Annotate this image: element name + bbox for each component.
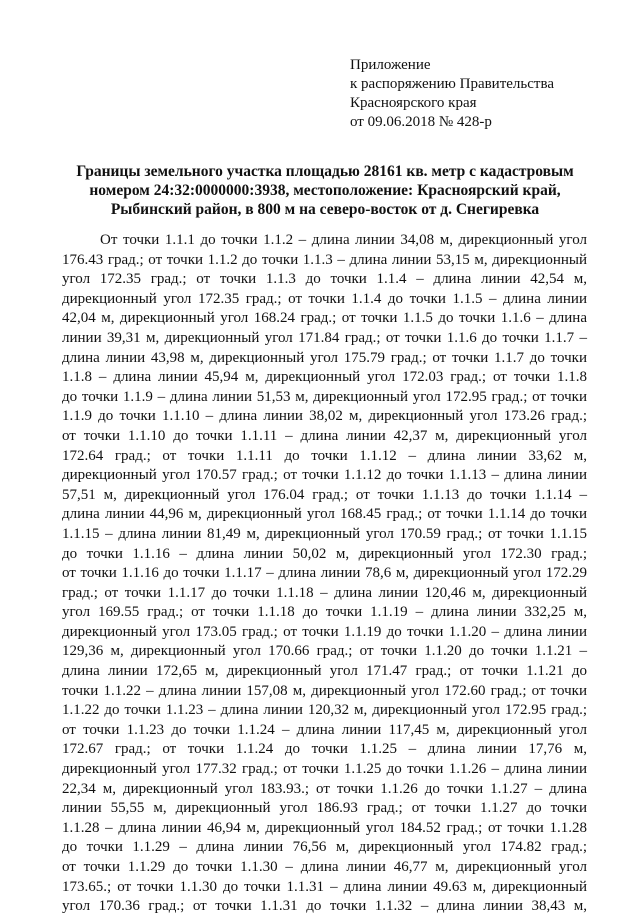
body-line: дирекционный угол 177.32 град.; от точки 1.1.25 до точки 1.1.26 – длина линии: [62, 761, 587, 778]
body-line: град.; от точки 1.1.17 до точки 1.1.18 – длина линии 120,46 м, дирекционный: [62, 584, 587, 601]
boundary-description: [62, 231, 587, 917]
body-line: 1.1.22 до точки 1.1.23 – длина линии 120,32 м, дирекционный угол 172.95 град.;: [62, 702, 587, 719]
body-line: 176.43 град.; от точки 1.1.2 до точки 1.1.3 – длина линии 53,15 м, дирекционный: [62, 251, 587, 268]
appendix-line: к распоряжению Правительства: [350, 76, 555, 92]
document-title: [50, 162, 600, 219]
body-line: до точки 1.1.16 – длина линии 50,02 м, дирекционный угол 172.30 град.;: [62, 545, 587, 562]
title-line: номером 24:32:0000000:3938, местоположение: Красноярский край,: [89, 182, 561, 199]
body-line: от точки 1.1.10 до точки 1.1.11 – длина линии 42,37 м, дирекционный угол: [62, 427, 587, 444]
body-line: 1.1.9 до точки 1.1.10 – длина линии 38,02 м, дирекционный угол 173.26 град.;: [62, 408, 587, 425]
body-line: 57,51 м, дирекционный угол 176.04 град.; от точки 1.1.13 до точки 1.1.14 –: [62, 486, 587, 503]
body-line: линии 55,55 м, дирекционный угол 186.93 град.; от точки 1.1.27 до точки: [62, 800, 587, 817]
body-line: дирекционный угол 172.35 град.; от точки 1.1.4 до точки 1.1.5 – длина линии: [62, 290, 587, 307]
body-line: от точки 1.1.23 до точки 1.1.24 – длина линии 117,45 м, дирекционный угол: [62, 721, 587, 738]
body-line: до точки 1.1.29 – длина линии 76,56 м, дирекционный угол 174.82 град.;: [62, 839, 587, 856]
body-line: 129,36 м, дирекционный угол 170.66 град.; от точки 1.1.20 до точки 1.1.21 –: [62, 643, 587, 660]
title-line: Рыбинский район, в 800 м на северо-восток от д. Снегиревка: [110, 201, 540, 218]
body-line: точки 1.1.22 – длина линии 157,08 м, дирекционный угол 172.60 град.; от точки: [62, 682, 587, 699]
body-line: дирекционный угол 170.57 град.; от точки 1.1.12 до точки 1.1.13 – длина линии: [62, 467, 587, 484]
body-line: длина линии 44,96 м, дирекционный угол 168.45 град.; от точки 1.1.14 до точки: [62, 506, 587, 523]
body-line: длина линии 43,98 м, дирекционный угол 175.79 град.; от точки 1.1.7 до точки: [62, 349, 587, 366]
appendix-line: Приложение: [350, 57, 431, 73]
appendix-line: от 09.06.2018 № 428-р: [350, 114, 492, 130]
appendix-header: [350, 56, 610, 132]
body-line: от точки 1.1.16 до точки 1.1.17 – длина линии 78,6 м, дирекционный угол 172.29: [62, 565, 587, 582]
body-line: дирекционный угол 173.05 град.; от точки 1.1.19 до точки 1.1.20 – длина линии: [62, 623, 587, 640]
body-line: 22,34 м, дирекционный угол 183.93.; от точки 1.1.26 до точки 1.1.27 – длина: [62, 780, 587, 797]
body-line: 172.64 град.; от точки 1.1.11 до точки 1.1.12 – длина линии 33,62 м,: [62, 447, 587, 464]
body-line: до точки 1.1.9 – длина линии 51,53 м, дирекционный угол 172.95 град.; от точки: [62, 388, 587, 405]
body-line: длина линии 172,65 м, дирекционный угол 171.47 град.; от точки 1.1.21 до: [62, 663, 587, 680]
body-line: угол 172.35 град.; от точки 1.1.3 до точки 1.1.4 – длина линии 42,54 м,: [62, 271, 587, 288]
body-line: линии 39,31 м, дирекционный угол 171.84 град.; от точки 1.1.6 до точки 1.1.7 –: [62, 329, 587, 346]
body-line: 42,04 м, дирекционный угол 168.24 град.; от точки 1.1.5 до точки 1.1.6 – длина: [62, 310, 587, 327]
body-line: 1.1.15 – длина линии 81,49 м, дирекционный угол 170.59 град.; от точки 1.1.15: [62, 525, 587, 542]
body-line: угол 169.55 град.; от точки 1.1.18 до точки 1.1.19 – длина линии 332,25 м,: [62, 604, 587, 621]
body-line: 173.65.; от точки 1.1.30 до точки 1.1.31 – длина линии 49.63 м, дирекционный: [62, 878, 587, 895]
title-line: Границы земельного участка площадью 28161 кв. метр с кадастровым: [76, 163, 574, 180]
body-line: От точки 1.1.1 до точки 1.1.2 – длина линии 34,08 м, дирекционный угол: [100, 232, 587, 248]
body-line: угол 170.36 град.; от точки 1.1.31 до точки 1.1.32 – длина линии 38,43 м,: [62, 898, 587, 915]
body-line: 172.67 град.; от точки 1.1.24 до точки 1.1.25 – длина линии 17,76 м,: [62, 741, 587, 758]
body-line: от точки 1.1.29 до точки 1.1.30 – длина линии 46,77 м, дирекционный угол: [62, 859, 587, 875]
appendix-line: Красноярского края: [350, 95, 477, 111]
body-line: 1.1.28 – длина линии 46,94 м, дирекционный угол 184.52 град.; от точки 1.1.28: [62, 819, 587, 836]
body-line: 1.1.8 – длина линии 45,94 м, дирекционный угол 172.03 град.; от точки 1.1.8: [62, 369, 587, 386]
